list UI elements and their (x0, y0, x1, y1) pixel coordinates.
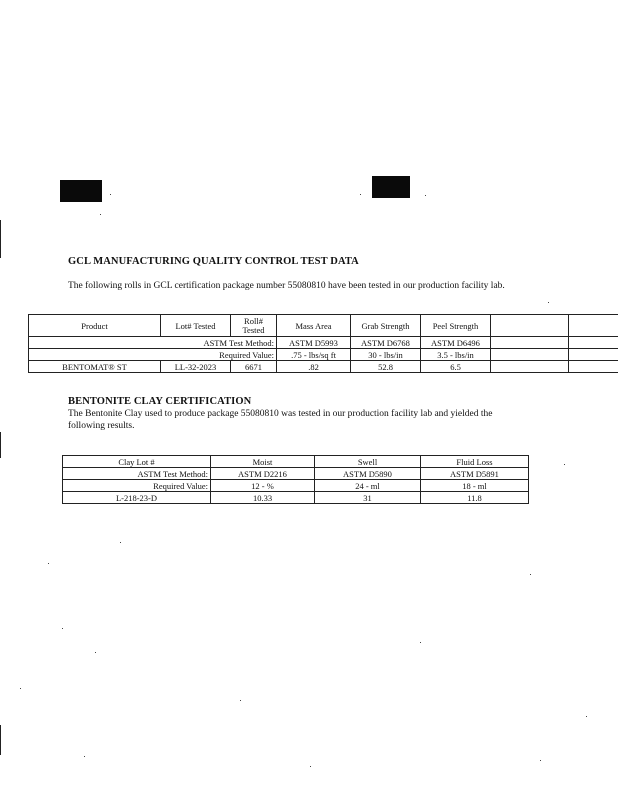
required-label: Required Value: (29, 349, 277, 361)
header-mass: Mass Area (277, 315, 351, 337)
row-grab: 52.8 (351, 361, 421, 373)
required-grab: 30 - lbs/in (351, 349, 421, 361)
required-mass: .75 - lbs/sq ft (277, 349, 351, 361)
table-row (29, 361, 618, 373)
header-peel: Peel Strength (421, 315, 491, 337)
scan-speck (84, 756, 85, 757)
row-clay-lot: L-218-23-D (63, 492, 211, 504)
method-label: ASTM Test Method: (29, 337, 277, 349)
clay-section-title: BENTONITE CLAY CERTIFICATION (68, 396, 252, 407)
scan-margin-mark (0, 725, 1, 755)
header-roll: Roll# Tested (231, 315, 277, 337)
scan-speck (310, 766, 311, 767)
header-empty-1 (491, 315, 569, 337)
header-empty-2 (569, 315, 618, 337)
scan-speck (95, 652, 96, 653)
clay-intro-text: The Bentonite Clay used to produce package 55080810 was tested in our production facility lab and yielded the following results. (68, 409, 493, 431)
redaction-block-left (60, 180, 102, 202)
row-fluid: 11.8 (421, 492, 529, 504)
gcl-qc-table (28, 314, 618, 373)
row-peel: 6.5 (421, 361, 491, 373)
scan-speck (62, 628, 63, 629)
method-mass: ASTM D5993 (277, 337, 351, 349)
gcl-required-row (29, 349, 618, 361)
scan-speck (564, 464, 565, 465)
clay-method-label: ASTM Test Method: (63, 468, 211, 480)
scan-speck (548, 302, 549, 303)
header-fluid: Fluid Loss (421, 456, 529, 468)
method-moist: ASTM D2216 (211, 468, 315, 480)
scan-speck (360, 194, 361, 195)
scan-margin-mark (0, 432, 1, 458)
scan-speck (586, 716, 587, 717)
required-fluid: 18 - ml (421, 480, 529, 492)
header-clay-lot: Clay Lot # (63, 456, 211, 468)
gcl-method-row (29, 337, 618, 349)
required-moist: 12 - % (211, 480, 315, 492)
scan-speck (530, 574, 531, 575)
scan-speck (100, 214, 101, 215)
table-row (63, 492, 529, 504)
row-swell: 31 (315, 492, 421, 504)
scan-speck (240, 700, 241, 701)
method-grab: ASTM D6768 (351, 337, 421, 349)
scan-speck (425, 195, 426, 196)
required-peel: 3.5 - lbs/in (421, 349, 491, 361)
gcl-section-title: GCL MANUFACTURING QUALITY CONTROL TEST DATA (68, 256, 359, 267)
row-mass: .82 (277, 361, 351, 373)
row-product: BENTOMAT® ST (29, 361, 161, 373)
redaction-block-right (372, 176, 410, 198)
scan-speck (420, 642, 421, 643)
scan-speck (20, 688, 21, 689)
clay-method-row (63, 468, 529, 480)
header-grab: Grab Strength (351, 315, 421, 337)
method-swell: ASTM D5890 (315, 468, 421, 480)
header-moist: Moist (211, 456, 315, 468)
clay-cert-table (62, 455, 529, 504)
header-product: Product (29, 315, 161, 337)
scan-margin-mark (0, 220, 1, 258)
row-roll: 6671 (231, 361, 277, 373)
scan-speck (120, 542, 121, 543)
method-peel: ASTM D6496 (421, 337, 491, 349)
row-lot: LL-32-2023 (161, 361, 231, 373)
required-swell: 24 - ml (315, 480, 421, 492)
header-swell: Swell (315, 456, 421, 468)
clay-header-row (63, 456, 529, 468)
clay-required-label: Required Value: (63, 480, 211, 492)
header-lot: Lot# Tested (161, 315, 231, 337)
scan-speck (48, 563, 49, 564)
scan-speck (540, 760, 541, 761)
gcl-intro-text: The following rolls in GCL certification package number 55080810 have been tested in our production facility lab. (68, 281, 505, 291)
gcl-header-row (29, 315, 618, 337)
clay-required-row (63, 480, 529, 492)
row-moist: 10.33 (211, 492, 315, 504)
scan-speck (110, 194, 111, 195)
method-fluid: ASTM D5891 (421, 468, 529, 480)
